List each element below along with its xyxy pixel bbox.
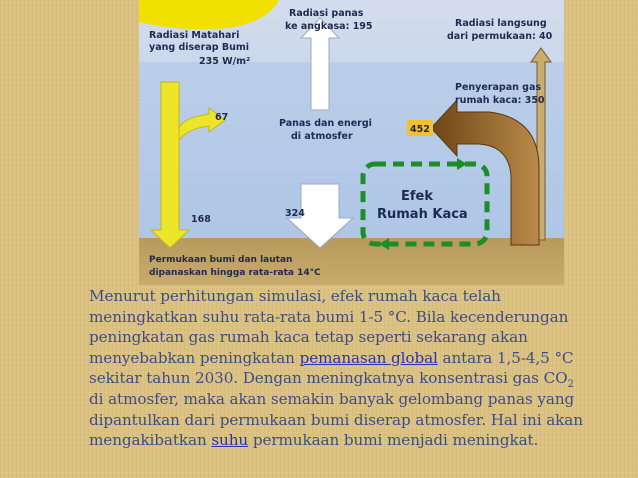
paragraph-text-4: permukaan bumi menjadi meningkat. xyxy=(248,431,539,450)
solar-absorbed-value: 235 W/m² xyxy=(199,56,251,67)
co2-subscript: 2 xyxy=(567,379,574,391)
greenhouse-absorb-label-2: rumah kaca: 350 xyxy=(455,95,545,106)
value-168: 168 xyxy=(191,214,211,225)
value-324: 324 xyxy=(285,208,305,219)
greenhouse-absorb-label-1: Penyerapan gas xyxy=(455,82,542,93)
greenhouse-effect-diagram xyxy=(139,0,564,285)
link-temperature[interactable]: suhu xyxy=(211,431,249,450)
value-67: 67 xyxy=(215,112,229,123)
solar-absorbed-label-1: Radiasi Matahari xyxy=(149,30,240,41)
paragraph-text-3: di atmosfer, maka akan semakin banyak gelombang panas yang dipantulkan dari permukaan bumi diserap atmosfer. Hal ini akan mengakibatkan xyxy=(89,389,583,450)
solar-absorbed-label-2: yang diserap Bumi xyxy=(149,42,249,53)
atmosphere-label-2: di atmosfer xyxy=(291,131,353,142)
space-heat-label-1: Radiasi panas xyxy=(289,8,364,19)
surface-label-2: dipanaskan hingga rata-rata 14°C xyxy=(149,268,321,278)
atmosphere-label-1: Panas dan energi xyxy=(279,118,372,129)
greenhouse-effect-title-1: Efek xyxy=(401,189,433,204)
direct-radiation-label-1: Radiasi langsung xyxy=(455,18,547,29)
value-452: 452 xyxy=(410,124,430,135)
space-heat-label-2: ke angkasa: 195 xyxy=(285,21,373,32)
surface-label-1: Permukaan bumi dan lautan xyxy=(149,255,293,265)
paragraph-text-2: antara 1,5-4,5 °C sekitar tahun 2030. Dengan meningkatnya konsentrasi gas CO xyxy=(89,348,574,388)
explanation-paragraph xyxy=(89,286,589,451)
paragraph-text-1: Menurut perhitungan simulasi, efek rumah kaca telah meningkatkan suhu rata-rata bumi 1-5 °C. Bila kecenderungan peningkatan gas rumah kaca tetap seperti sekarang akan menyebabkan peningkatan xyxy=(89,287,569,367)
direct-radiation-label-2: dari permukaan: 40 xyxy=(447,31,553,42)
link-global-warming[interactable]: pemanasan global xyxy=(299,348,438,367)
greenhouse-effect-title-2: Rumah Kaca xyxy=(377,207,468,222)
